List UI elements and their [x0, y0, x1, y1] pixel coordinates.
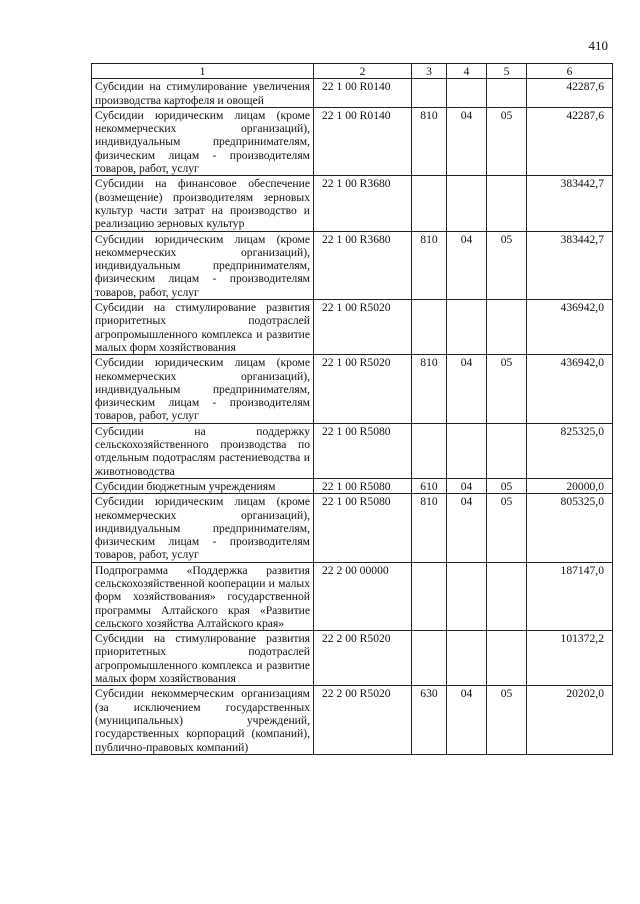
row-col5: 05	[487, 494, 527, 562]
row-col4	[447, 631, 487, 686]
row-col4: 04	[447, 494, 487, 562]
row-name: Субсидии бюджетным учреждениям	[92, 478, 314, 493]
row-amount: 20202,0	[527, 686, 613, 754]
row-name: Субсидии на стимулирование увеличения производства картофеля и овощей	[92, 79, 314, 108]
table-row	[92, 107, 613, 175]
table-row	[92, 478, 613, 493]
row-col5: 05	[487, 107, 527, 175]
row-col4: 04	[447, 231, 487, 299]
page-number: 410	[588, 38, 608, 53]
row-col3	[412, 562, 447, 630]
row-amount: 42287,6	[527, 79, 613, 108]
row-col5: 05	[487, 231, 527, 299]
budget-table-container	[91, 63, 612, 755]
row-name: Субсидии юридическим лицам (кроме некоммерческих организаций), индивидуальным предпринимателям, физическим лицам - производителям товаров, работ, услуг	[92, 494, 314, 562]
row-amount: 20000,0	[527, 478, 613, 493]
row-col3: 630	[412, 686, 447, 754]
row-col3: 810	[412, 231, 447, 299]
row-name: Субсидии некоммерческим организациям (за исключением государственных (муниципальных) учреждений, государственных корпораций (компаний), публично-правовых компаний)	[92, 686, 314, 754]
row-col3: 810	[412, 107, 447, 175]
row-name: Субсидии юридическим лицам (кроме некоммерческих организаций), индивидуальным предпринимателям, физическим лицам - производителям товаров, работ, услуг	[92, 355, 314, 423]
table-row	[92, 562, 613, 630]
row-name: Подпрограмма «Поддержка развития сельскохозяйственной кооперации и малых форм хозяйствования» государственной программы Алтайского края «Развитие сельского хозяйства Алтайского края»	[92, 562, 314, 630]
row-col5: 05	[487, 686, 527, 754]
table-row	[92, 686, 613, 754]
row-col5: 05	[487, 478, 527, 493]
row-name: Субсидии на стимулирование развития приоритетных подотраслей агропромышленного комплекса и развитие малых форм хозяйствования	[92, 631, 314, 686]
table-row	[92, 300, 613, 355]
row-col4	[447, 300, 487, 355]
row-col3	[412, 79, 447, 108]
table-header-row	[92, 64, 613, 79]
row-col4: 04	[447, 478, 487, 493]
column-header-5: 5	[487, 64, 527, 79]
table-row	[92, 494, 613, 562]
row-col3	[412, 176, 447, 231]
row-col5	[487, 79, 527, 108]
row-col4	[447, 79, 487, 108]
row-col4	[447, 423, 487, 478]
row-amount: 436942,0	[527, 300, 613, 355]
row-col4: 04	[447, 355, 487, 423]
column-header-1: 1	[92, 64, 314, 79]
row-name: Субсидии юридическим лицам (кроме некоммерческих организаций), индивидуальным предпринимателям, физическим лицам - производителям товаров, работ, услуг	[92, 231, 314, 299]
table-row	[92, 231, 613, 299]
row-code: 22 1 00 R5080	[314, 423, 412, 478]
row-col4: 04	[447, 686, 487, 754]
row-code: 22 1 00 R0140	[314, 107, 412, 175]
table-row	[92, 176, 613, 231]
column-header-6: 6	[527, 64, 613, 79]
row-code: 22 1 00 R5080	[314, 478, 412, 493]
row-amount: 436942,0	[527, 355, 613, 423]
row-name: Субсидии юридическим лицам (кроме некоммерческих организаций), индивидуальным предпринимателям, физическим лицам - производителям товаров, работ, услуг	[92, 107, 314, 175]
row-amount: 383442,7	[527, 231, 613, 299]
row-col3: 610	[412, 478, 447, 493]
row-col5	[487, 562, 527, 630]
table-row	[92, 79, 613, 108]
row-code: 22 1 00 R5020	[314, 300, 412, 355]
row-code: 22 1 00 R5020	[314, 355, 412, 423]
row-amount: 187147,0	[527, 562, 613, 630]
row-col3	[412, 300, 447, 355]
row-code: 22 1 00 R0140	[314, 79, 412, 108]
column-header-4: 4	[447, 64, 487, 79]
row-col3: 810	[412, 494, 447, 562]
row-amount: 101372,2	[527, 631, 613, 686]
row-code: 22 1 00 R5080	[314, 494, 412, 562]
row-col5: 05	[487, 355, 527, 423]
row-amount: 825325,0	[527, 423, 613, 478]
column-header-2: 2	[314, 64, 412, 79]
table-row	[92, 355, 613, 423]
row-col5	[487, 631, 527, 686]
table-row	[92, 423, 613, 478]
row-amount: 805325,0	[527, 494, 613, 562]
row-col4: 04	[447, 107, 487, 175]
row-code: 22 1 00 R3680	[314, 176, 412, 231]
row-code: 22 2 00 R5020	[314, 686, 412, 754]
row-col5	[487, 176, 527, 231]
budget-table	[91, 63, 613, 755]
table-body	[92, 79, 613, 755]
row-name: Субсидии на финансовое обеспечение (возмещение) производителям зерновых культур части затрат на производство и реализацию зерновых культур	[92, 176, 314, 231]
row-col3	[412, 423, 447, 478]
row-code: 22 2 00 00000	[314, 562, 412, 630]
row-amount: 42287,6	[527, 107, 613, 175]
column-header-3: 3	[412, 64, 447, 79]
row-code: 22 2 00 R5020	[314, 631, 412, 686]
table-row	[92, 631, 613, 686]
row-col4	[447, 562, 487, 630]
row-col5	[487, 423, 527, 478]
row-code: 22 1 00 R3680	[314, 231, 412, 299]
row-col3	[412, 631, 447, 686]
row-name: Субсидии на поддержку сельскохозяйственного производства по отдельным подотраслям растениеводства и животноводства	[92, 423, 314, 478]
row-name: Субсидии на стимулирование развития приоритетных подотраслей агропромышленного комплекса и развитие малых форм хозяйствования	[92, 300, 314, 355]
row-col5	[487, 300, 527, 355]
row-col4	[447, 176, 487, 231]
row-amount: 383442,7	[527, 176, 613, 231]
row-col3: 810	[412, 355, 447, 423]
